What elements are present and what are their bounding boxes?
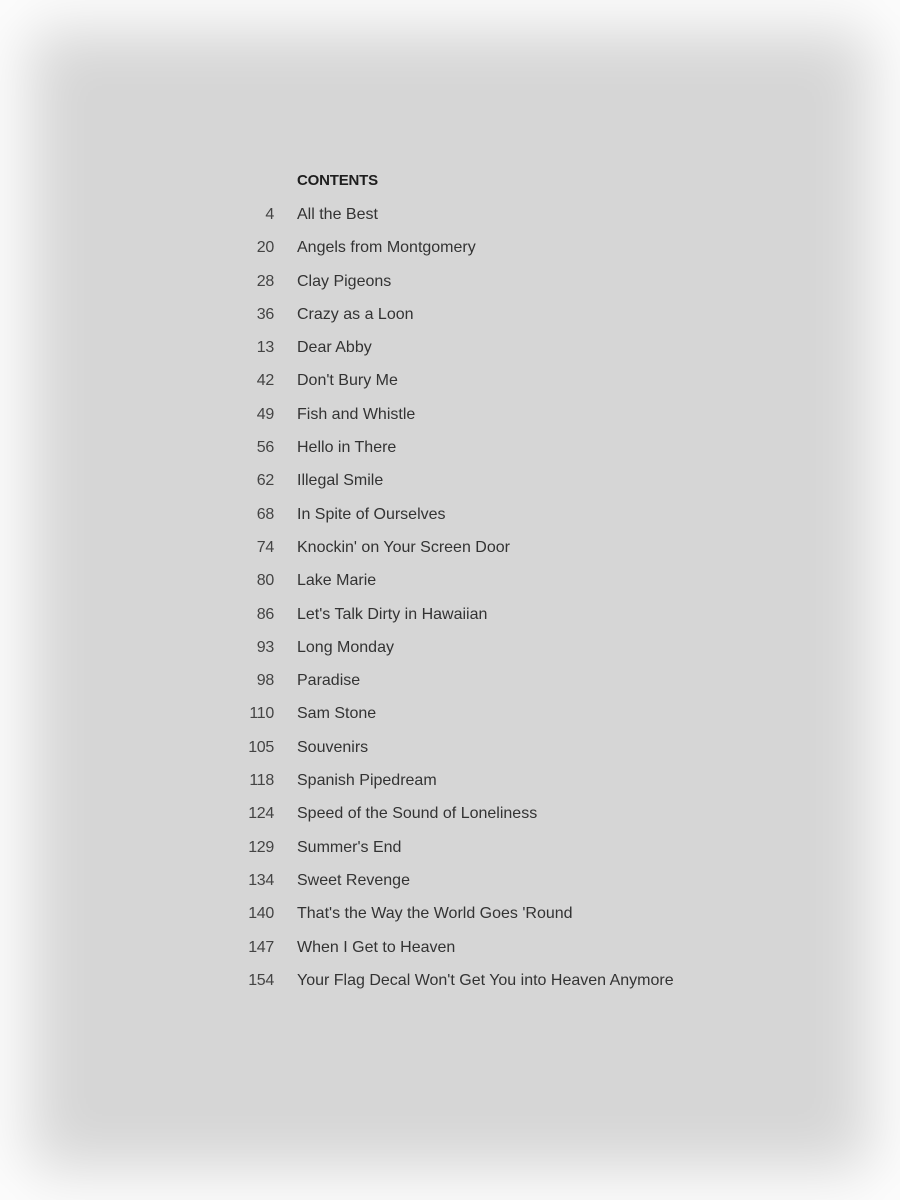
toc-entry: [230, 370, 674, 403]
song-title: Crazy as a Loon: [297, 305, 414, 323]
song-title: In Spite of Ourselves: [297, 505, 446, 523]
song-title: Fish and Whistle: [297, 405, 416, 423]
toc-entry: [230, 271, 674, 304]
toc-entry: [230, 703, 674, 736]
song-title: Souvenirs: [297, 738, 369, 756]
song-title: Don't Bury Me: [297, 372, 398, 390]
page-number: 56: [256, 439, 274, 457]
toc-entry: [230, 237, 674, 270]
toc-entry: [230, 737, 674, 770]
toc-entry: [230, 404, 674, 437]
contents-heading: CONTENTS: [297, 172, 378, 189]
song-title: Clay Pigeons: [297, 272, 392, 290]
page-number: 93: [256, 638, 274, 656]
toc-entry: [230, 537, 674, 570]
toc-entry: [230, 604, 674, 637]
song-title: Dear Abby: [297, 339, 372, 357]
song-title: Illegal Smile: [297, 472, 384, 490]
page-number: 86: [256, 605, 274, 623]
toc-entry: [230, 837, 674, 870]
toc-entry: [230, 304, 674, 337]
toc-entry: [230, 970, 674, 1003]
toc-entry: [230, 803, 674, 836]
song-title: Let's Talk Dirty in Hawaiian: [297, 605, 488, 623]
table-of-contents: [230, 204, 674, 1003]
page-number: 134: [248, 871, 274, 889]
page-number: 124: [248, 805, 274, 823]
song-title: Speed of the Sound of Loneliness: [297, 805, 538, 823]
toc-entry: [230, 937, 674, 970]
page-number: 154: [248, 971, 274, 989]
page-number: 74: [256, 538, 274, 556]
toc-entry: [230, 770, 674, 803]
song-title: Angels from Montgomery: [297, 239, 476, 257]
song-title: Spanish Pipedream: [297, 772, 437, 790]
page-number: 4: [265, 206, 274, 223]
song-title: Sam Stone: [297, 705, 377, 723]
song-title: All the Best: [297, 206, 378, 223]
toc-entry: [230, 470, 674, 503]
toc-entry: [230, 670, 674, 703]
page-number: 13: [256, 339, 274, 357]
toc-entry: [230, 870, 674, 903]
page-number: 118: [249, 772, 274, 790]
page-number: 68: [256, 505, 274, 523]
song-title: Sweet Revenge: [297, 871, 410, 889]
toc-entry: [230, 504, 674, 537]
song-title: Lake Marie: [297, 572, 377, 590]
toc-entry: [230, 204, 674, 237]
song-title: Long Monday: [297, 638, 394, 656]
page-number: 140: [248, 905, 274, 923]
page-number: 49: [256, 405, 274, 423]
toc-entry: [230, 437, 674, 470]
page-number: 36: [256, 305, 274, 323]
page-number: 42: [256, 372, 274, 390]
toc-entry: [230, 637, 674, 670]
toc-entry: [230, 570, 674, 603]
song-title: Paradise: [297, 672, 361, 690]
song-title: When I Get to Heaven: [297, 938, 456, 956]
song-title: That's the Way the World Goes 'Round: [297, 905, 573, 923]
song-title: Summer's End: [297, 838, 402, 856]
song-title: Your Flag Decal Won't Get You into Heaven Anymore: [297, 971, 674, 989]
page-number: 98: [256, 672, 274, 690]
page-number: 62: [256, 472, 274, 490]
page-number: 147: [248, 938, 274, 956]
page-number: 28: [256, 272, 274, 290]
page-number: 20: [256, 239, 274, 257]
page-number: 105: [248, 738, 274, 756]
page-number: 80: [256, 572, 274, 590]
toc-entry: [230, 337, 674, 370]
song-title: Knockin' on Your Screen Door: [297, 538, 510, 556]
song-title: Hello in There: [297, 439, 397, 457]
page-number: 110: [249, 705, 274, 723]
toc-entry: [230, 903, 674, 936]
page-number: 129: [248, 838, 274, 856]
